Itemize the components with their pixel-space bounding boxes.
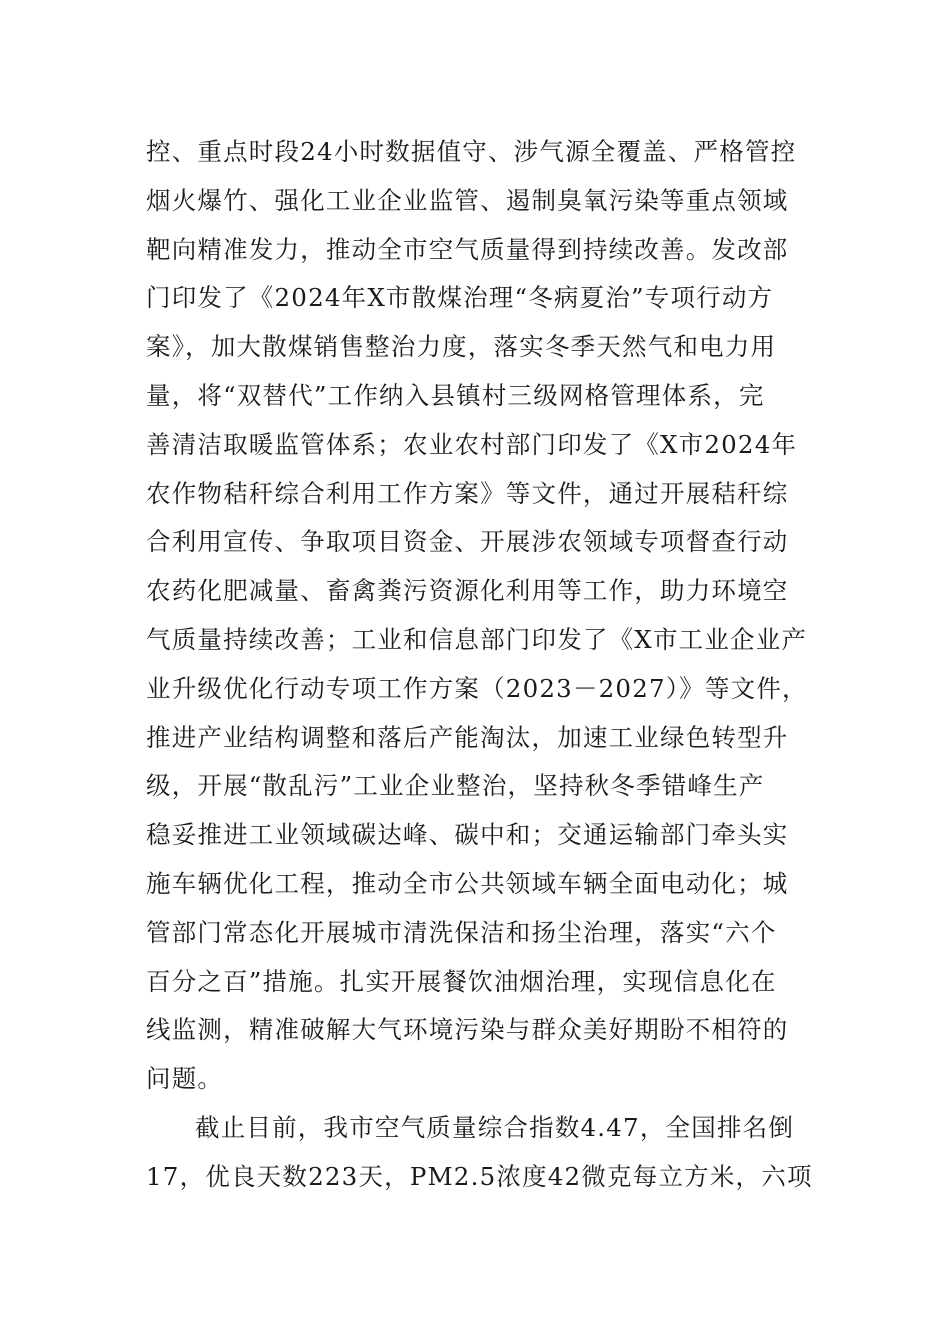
text-line: 施车辆优化工程，推动全市公共领域车辆全面电动化；城 — [146, 868, 789, 898]
paragraph-air-quality-status — [146, 1104, 816, 1202]
document-body — [146, 128, 816, 1202]
text-line: 气质量持续改善；工业和信息部门印发了《X市工业企业产 — [146, 624, 808, 654]
text-line: 农药化肥减量、畜禽粪污资源化利用等工作，助力环境空 — [146, 576, 789, 606]
text-line: 推进产业结构调整和落后产能淘汰，加速工业绿色转型升 — [146, 722, 789, 752]
text-line: 量，将“双替代”工作纳入县镇村三级网格管理体系，完 — [146, 380, 765, 410]
text-line: 控、重点时段24小时数据值守、涉气源全覆盖、严格管控 — [146, 137, 797, 166]
text-line: 案》，加大散煤销售整治力度，落实冬季天然气和电力用 — [146, 332, 777, 362]
text-line: 截止目前，我市空气质量综合指数4.47，全国排名倒 — [195, 1112, 795, 1142]
text-line: 级，开展“散乱污”工业企业整治，坚持秋冬季错峰生产 — [146, 771, 765, 801]
text-line: 问题。 — [146, 1064, 224, 1094]
text-line: 靶向精准发力，推动全市空气质量得到持续改善。发改部 — [146, 234, 789, 264]
text-line: 17，优良天数223天，PM2.5浓度42微克每立方米，六项 — [146, 1161, 813, 1191]
text-line: 合利用宣传、争取项目资金、开展涉农领域专项督查行动 — [146, 527, 789, 557]
text-line: 农作物秸秆综合利用工作方案》等文件，通过开展秸秆综 — [146, 478, 789, 508]
text-line: 百分之百”措施。扎实开展餐饮油烟治理，实现信息化在 — [146, 966, 777, 996]
text-line: 善清洁取暖监管体系；农业农村部门印发了《X市2024年 — [146, 429, 798, 459]
paragraph-air-quality-measures — [146, 128, 816, 1104]
text-line: 线监测，精准破解大气环境污染与群众美好期盼不相符的 — [146, 1015, 789, 1045]
text-line: 管部门常态化开展城市清洗保洁和扬尘治理，落实“六个 — [146, 917, 777, 947]
text-line: 业升级优化行动专项工作方案（2023－2027）》等文件， — [146, 673, 808, 703]
text-line: 烟火爆竹、强化工业企业监管、遏制臭氧污染等重点领域 — [146, 185, 789, 215]
text-line: 门印发了《2024年X市散煤治理“冬病夏治”专项行动方 — [146, 283, 774, 313]
text-line: 稳妥推进工业领域碳达峰、碳中和；交通运输部门牵头实 — [146, 820, 789, 850]
